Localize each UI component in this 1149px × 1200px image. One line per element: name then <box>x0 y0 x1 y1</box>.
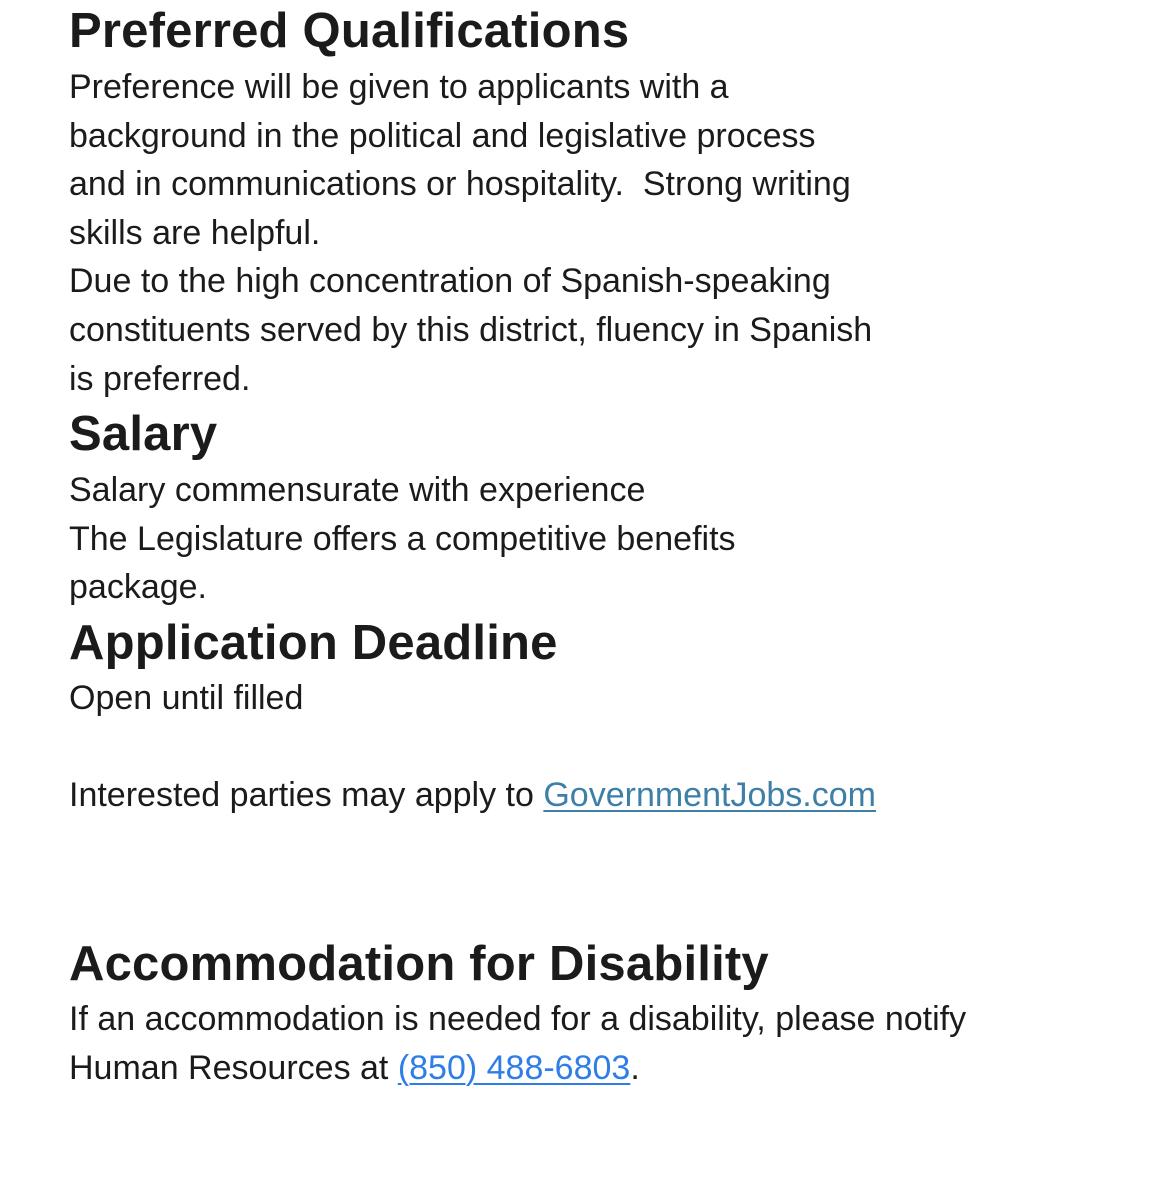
preferred-line: background in the political and legislative process <box>69 116 816 155</box>
hr-phone-link[interactable]: (850) 488-6803 <box>397 1048 631 1087</box>
accommodation-heading: Accommodation for Disability <box>69 937 769 991</box>
preferred-line: and in communications or hospitality. Strong writing <box>69 165 851 204</box>
salary-heading: Salary <box>69 407 218 461</box>
salary-line: Salary commensurate with experience <box>69 471 646 509</box>
hr-prefix: Human Resources at <box>69 1048 398 1087</box>
preferred-line: constituents served by this district, fluency in Spanish <box>69 310 873 349</box>
salary-body <box>69 466 736 612</box>
preferred-qualifications-heading: Preferred Qualifications <box>69 4 630 58</box>
accommodation-contact-line <box>69 1044 966 1093</box>
preferred-qualifications-body <box>69 63 872 403</box>
salary-line: The Legislature offers a competitive benefits <box>69 519 736 558</box>
period: . <box>630 1048 640 1087</box>
preferred-line: skills are helpful. <box>69 213 321 252</box>
application-deadline-body <box>69 674 303 723</box>
apply-line <box>69 771 876 820</box>
preferred-line: Preference will be given to applicants with a <box>69 68 729 106</box>
accommodation-line: If an accommodation is needed for a disability, please notify <box>69 1000 967 1038</box>
deadline-text: Open until filled <box>69 679 304 717</box>
application-deadline-heading: Application Deadline <box>69 616 558 670</box>
preferred-line: Due to the high concentration of Spanish-speaking <box>69 262 831 301</box>
salary-line: package. <box>69 568 207 607</box>
preferred-line: is preferred. <box>69 359 251 398</box>
apply-prefix: Interested parties may apply to <box>69 776 544 814</box>
accommodation-body <box>69 995 966 1092</box>
governmentjobs-link[interactable]: GovernmentJobs.com <box>543 776 876 814</box>
